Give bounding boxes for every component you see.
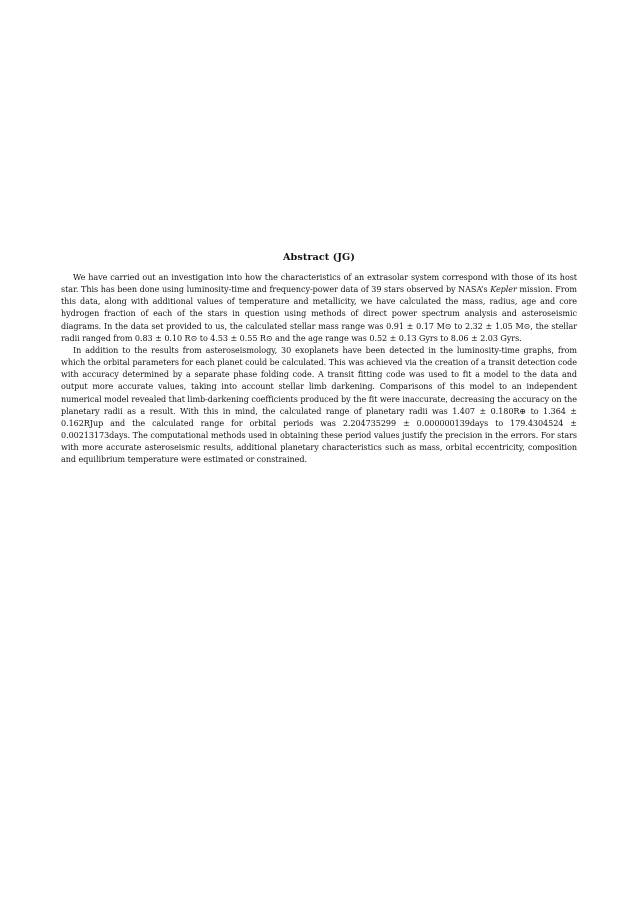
abstract-heading: Abstract (JG) — [283, 252, 355, 263]
paragraph-1-text-start: We have carried out an investigation into how the characteristics of an extrasolar system correspond with those of its host star. This has been done using luminosity-time and frequency-power data of 39 stars observed by NASA’s — [61, 273, 577, 295]
paragraph-1-text-end: mission. From this data, along with additional values of temperature and metallicity, we have calculated the mass, radius, age and core hydrogen fraction of each of the stars in question using methods of direct power spectrum analysis and asteroseismic diagrams. In the data set provided to us, the calculated stellar mass range was 0.91 ± 0.17 M⊙ to 2.32 ± 1.05 M⊙, the stellar radii ranged from 0.83 ± 0.10 R⊙ to 4.53 ± 0.55 R⊙ and the age range was 0.52 ± 0.13 Gyrs to 8.06 ± 2.03 Gyrs. — [61, 285, 577, 343]
mission-name-italic: Kepler — [490, 285, 517, 295]
abstract-section — [61, 251, 577, 467]
abstract-paragraph-2: In addition to the results from asteroseismology, 30 exoplanets have been detected in the luminosity-time graphs, from which the orbital parameters for each planet could be calculated. This was achieved via the creation of a transit detection code with accuracy determined by a separate phase folding code. A transit fitting code was used to fit a model to the data and output more accurate values, taking into account stellar limb darkening. Comparisons of this model to an independent numerical model revealed that limb-darkening coefficients produced by the fit were inaccurate, decreasing the accuracy on the planetary radii as a result. With this in mind, the calculated range of planetary radii was 1.407 ± 0.180R⊕ to 1.364 ± 0.162RJup and the calculated range for orbital periods was 2.204735299 ± 0.000000139days to 179.4304524 ± 0.00213173days. The computational methods used in obtaining these period values justify the precision in the errors. For stars with more accurate asteroseismic results, additional planetary characteristics such as mass, orbital eccentricity, composition and equilibrium temperature were estimated or constrained. — [61, 345, 577, 465]
abstract-paragraph-1 — [61, 272, 577, 345]
